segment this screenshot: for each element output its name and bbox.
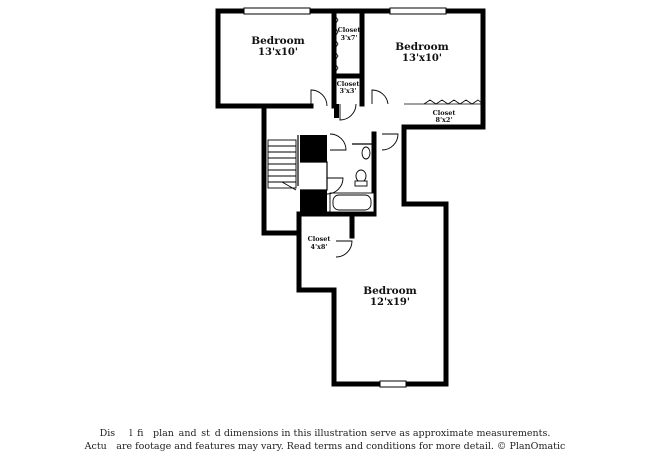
disclaimer-line-1: Dis l fi plan and st d dimensions in this illustration serve as approximate measurements.: [99, 428, 551, 439]
toilet: [356, 170, 366, 182]
bedroom-bottom-name: Bedroom: [363, 285, 417, 297]
door-closet-mid: [336, 241, 352, 257]
window-top-left: [244, 8, 310, 14]
closet-mid-name: Closet: [307, 235, 331, 243]
closet-small-dims: 3'x3': [339, 87, 357, 95]
door-top-right: [372, 90, 388, 104]
closet-mid-dims: 4'x8': [310, 243, 328, 251]
bedroom-bottom-dims: 12'x19': [370, 297, 410, 308]
bifold-closet-right: [424, 100, 483, 104]
door-hall-right: [382, 134, 398, 150]
door-closet-small: [340, 104, 356, 120]
bedroom-top-right-dims: 13'x10': [402, 53, 442, 64]
bath-fixtures: [330, 147, 374, 212]
bathtub-inner: [333, 195, 371, 210]
wall-bedroom-top-right: [362, 11, 483, 127]
sink: [362, 147, 370, 159]
bedroom-top-right-name: Bedroom: [395, 41, 449, 53]
door-bath: [330, 134, 346, 150]
bedroom-top-left-name: Bedroom: [251, 35, 305, 47]
closet-small-name: Closet: [336, 80, 360, 88]
wall-right-edge: [334, 127, 446, 384]
toilet-tank: [355, 181, 367, 186]
closet-right-dims: 8'x2': [435, 116, 453, 124]
bath-partition: [300, 162, 327, 190]
wall-closet-mid: [299, 214, 352, 290]
disclaimer-line-2: Actu are footage and features may vary. Read terms and conditions for more detail. © PlanOmatic: [84, 441, 566, 452]
window-top-right: [390, 8, 446, 14]
door-bath-lower: [327, 178, 343, 194]
window-bottom: [380, 381, 406, 387]
closet-top-name: Closet: [337, 26, 361, 34]
bedroom-top-left-dims: 13'x10': [258, 47, 298, 58]
closet-right-name: Closet: [432, 109, 456, 117]
stairs: [268, 140, 296, 190]
closet-top-dims: 3'x7': [340, 34, 358, 42]
wall-hall-left: [264, 106, 299, 233]
wall-block: [300, 190, 327, 214]
chimney-block: [300, 135, 327, 162]
post-block: [334, 104, 339, 118]
